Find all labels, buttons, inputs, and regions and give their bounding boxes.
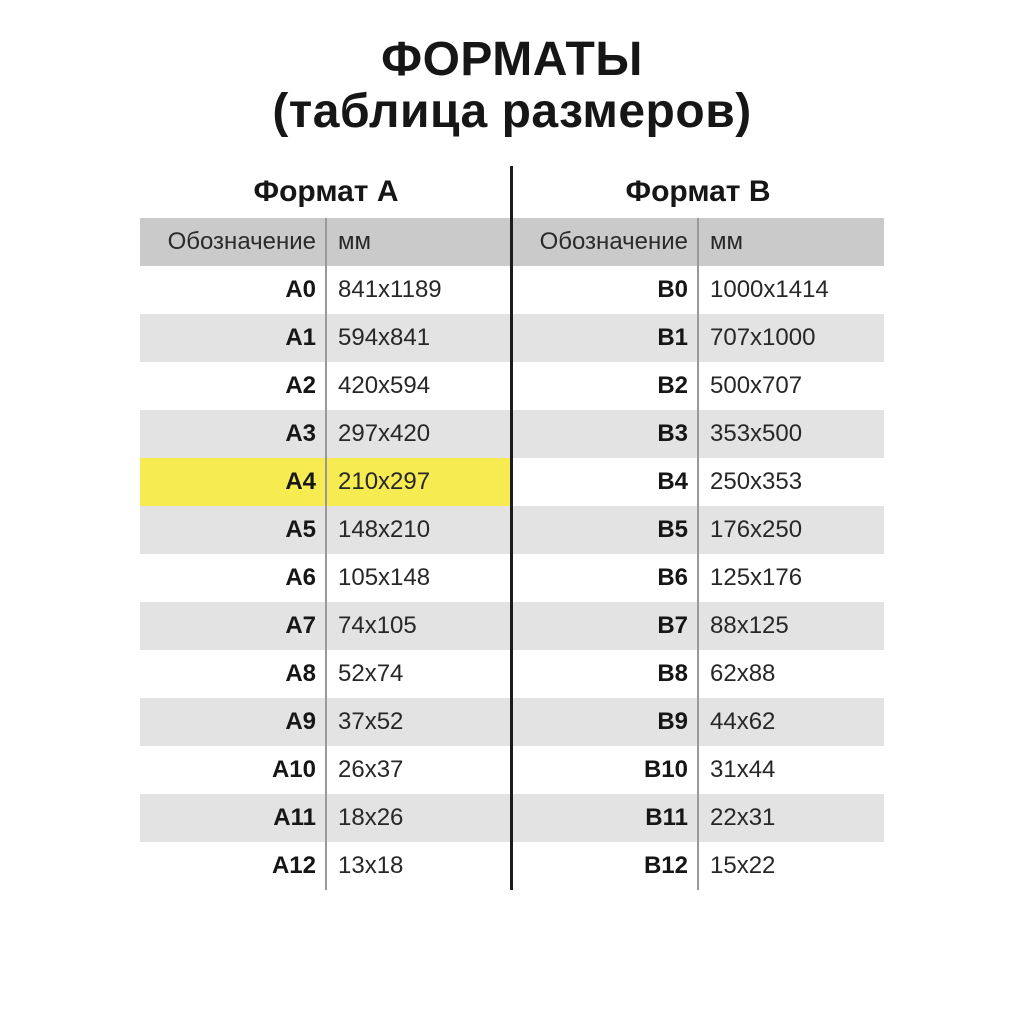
table-row xyxy=(512,266,884,314)
format-designation-cell: B1 xyxy=(512,314,699,362)
format-size-cell: 210x297 xyxy=(338,468,431,495)
format-size-cell: 176x250 xyxy=(710,516,803,543)
page-title-line1: ФОРМАТЫ xyxy=(381,33,643,86)
format-size-cell: 22x31 xyxy=(710,804,776,831)
table-row xyxy=(140,698,512,746)
format-designation-cell: A0 xyxy=(140,266,327,314)
column-header-mm: мм xyxy=(338,228,371,255)
format-size-cell: 44x62 xyxy=(710,708,776,735)
format-b-table xyxy=(512,218,884,890)
format-size-cell: 18x26 xyxy=(338,804,404,831)
format-size-cell: 1000x1414 xyxy=(710,276,829,303)
table-row xyxy=(140,554,512,602)
format-a-body xyxy=(140,266,512,890)
format-designation-cell: B6 xyxy=(512,554,699,602)
format-size-cell: 297x420 xyxy=(338,420,431,447)
format-size-cell: 37x52 xyxy=(338,708,404,735)
table-row xyxy=(140,842,512,890)
format-designation-cell: A10 xyxy=(140,746,327,794)
table-row xyxy=(512,362,884,410)
page-title xyxy=(0,34,1024,138)
format-size-cell: 125x176 xyxy=(710,564,803,591)
format-size-cell: 88x125 xyxy=(710,612,789,639)
table-row xyxy=(512,554,884,602)
table-row xyxy=(512,794,884,842)
column-header-designation: Обозначение xyxy=(140,218,327,266)
format-size-cell: 594x841 xyxy=(338,324,431,351)
format-designation-cell: A3 xyxy=(140,410,327,458)
format-size-cell: 31x44 xyxy=(710,756,776,783)
format-size-cell: 353x500 xyxy=(710,420,803,447)
format-designation-cell: A8 xyxy=(140,650,327,698)
format-tables-area xyxy=(140,166,884,890)
format-a-table xyxy=(140,218,512,890)
format-designation-cell: A5 xyxy=(140,506,327,554)
format-designation-cell: A9 xyxy=(140,698,327,746)
table-row xyxy=(512,410,884,458)
format-size-cell: 26x37 xyxy=(338,756,404,783)
table-row xyxy=(512,458,884,506)
table-row xyxy=(512,698,884,746)
table-row xyxy=(140,602,512,650)
format-a-header-row xyxy=(140,218,512,266)
format-size-cell: 15x22 xyxy=(710,852,776,879)
format-size-cell: 105x148 xyxy=(338,564,431,591)
format-b-title: Формат B xyxy=(625,175,771,208)
format-b-header-row xyxy=(512,218,884,266)
table-row xyxy=(512,506,884,554)
format-size-cell: 74x105 xyxy=(338,612,417,639)
format-size-cell: 841x1189 xyxy=(338,276,442,303)
format-designation-cell: A11 xyxy=(140,794,327,842)
table-row xyxy=(140,746,512,794)
table-row xyxy=(140,794,512,842)
format-designation-cell: B9 xyxy=(512,698,699,746)
table-row xyxy=(512,746,884,794)
table-row xyxy=(140,458,512,506)
format-designation-cell: B10 xyxy=(512,746,699,794)
format-designation-cell: B12 xyxy=(512,842,699,890)
format-designation-cell: A7 xyxy=(140,602,327,650)
center-divider-line xyxy=(510,166,513,890)
table-row xyxy=(140,506,512,554)
column-header-mm: мм xyxy=(710,228,743,255)
format-a-title: Формат A xyxy=(253,175,399,208)
column-header-designation: Обозначение xyxy=(512,218,699,266)
format-size-cell: 13x18 xyxy=(338,852,404,879)
format-designation-cell: B7 xyxy=(512,602,699,650)
format-designation-cell: A4 xyxy=(140,458,327,506)
format-b-body xyxy=(512,266,884,890)
format-designation-cell: B11 xyxy=(512,794,699,842)
format-designation-cell: B4 xyxy=(512,458,699,506)
format-designation-cell: B2 xyxy=(512,362,699,410)
format-size-cell: 148x210 xyxy=(338,516,431,543)
table-row xyxy=(512,314,884,362)
table-row xyxy=(512,650,884,698)
table-row xyxy=(140,314,512,362)
format-designation-cell: B5 xyxy=(512,506,699,554)
table-row xyxy=(512,842,884,890)
format-designation-cell: A2 xyxy=(140,362,327,410)
format-designation-cell: B0 xyxy=(512,266,699,314)
format-size-cell: 707x1000 xyxy=(710,324,816,351)
format-size-cell: 62x88 xyxy=(710,660,776,687)
format-size-cell: 250x353 xyxy=(710,468,803,495)
table-row xyxy=(140,362,512,410)
table-row xyxy=(140,266,512,314)
table-row xyxy=(140,650,512,698)
format-designation-cell: A6 xyxy=(140,554,327,602)
format-designation-cell: B3 xyxy=(512,410,699,458)
format-designation-cell: A1 xyxy=(140,314,327,362)
page-title-line2: (таблица размеров) xyxy=(272,85,752,138)
table-row xyxy=(512,602,884,650)
format-size-cell: 500x707 xyxy=(710,372,803,399)
format-size-cell: 52x74 xyxy=(338,660,404,687)
format-size-cell: 420x594 xyxy=(338,372,431,399)
table-row xyxy=(140,410,512,458)
format-designation-cell: B8 xyxy=(512,650,699,698)
format-designation-cell: A12 xyxy=(140,842,327,890)
